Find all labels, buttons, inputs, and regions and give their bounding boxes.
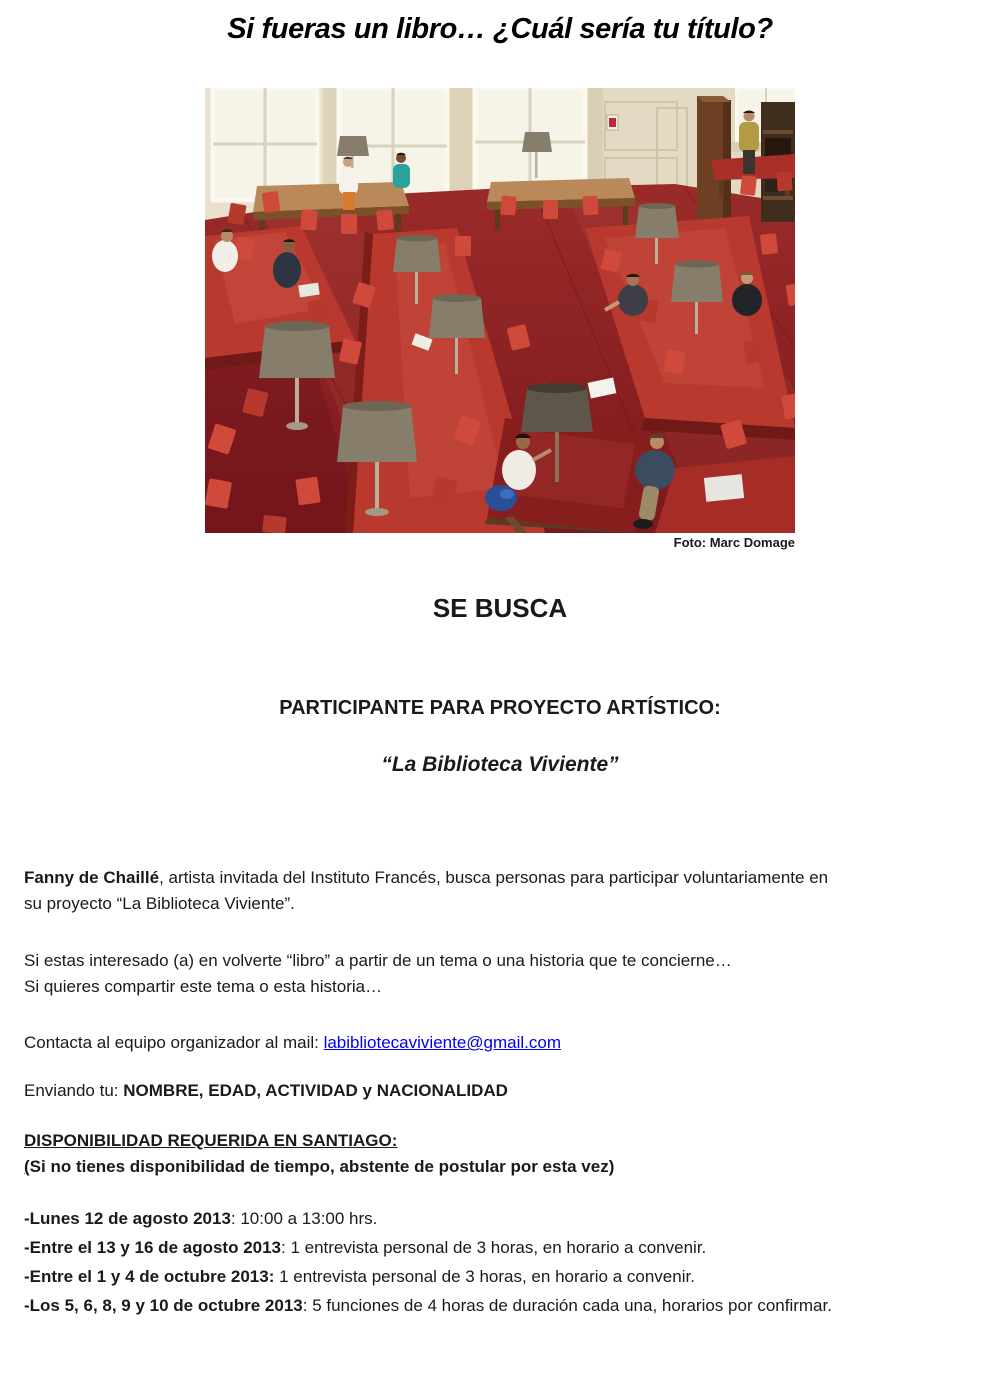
- page-title: Si fueras un libro… ¿Cuál sería tu título?: [227, 13, 773, 45]
- paragraph-interest: Si estas interesado (a) en volverte “libro” a partir de un tema o una historia que te concierne… Si quieres compartir este tema o esta historia…: [24, 951, 732, 996]
- body-text: [24, 865, 976, 1319]
- photo-credit: Foto: Marc Domage: [673, 535, 795, 550]
- heading-se-busca: SE BUSCA: [432, 593, 568, 623]
- photo-block: [205, 88, 795, 551]
- schedule-list: [24, 1206, 976, 1319]
- contact-line: Contacta al equipo organizador al mail: labibliotecaviviente@gmail.com: [24, 1033, 561, 1052]
- contact-email-link[interactable]: labibliotecaviviente@gmail.com: [323, 1033, 561, 1052]
- schedule-item: -Los 5, 6, 8, 9 y 10 de octubre 2013: 5 funciones de 4 horas de duración cada una, horarios por confirmar.: [24, 1296, 832, 1315]
- wall-sign: [607, 115, 618, 130]
- heading-participante: PARTICIPANTE PARA PROYECTO ARTÍSTICO:: [279, 697, 721, 719]
- heading-biblioteca: “La Biblioteca Viviente”: [381, 753, 619, 776]
- schedule-item: -Entre el 13 y 16 de agosto 2013: 1 entrevista personal de 3 horas, en horario a convenir.: [24, 1238, 707, 1257]
- required-fields: NOMBRE, EDAD, ACTIVIDAD y NACIONALIDAD: [123, 1081, 508, 1100]
- schedule-item: -Lunes 12 de agosto 2013: 10:00 a 13:00 hrs.: [24, 1209, 378, 1228]
- paragraph-intro: Fanny de Chaillé, artista invitada del Instituto Francés, busca personas para participar voluntariamente en su proyecto “La Biblioteca Viviente”.: [24, 868, 829, 913]
- blue-backpack: [485, 485, 517, 511]
- sending-line: Enviando tu: NOMBRE, EDAD, ACTIVIDAD y NACIONALIDAD: [24, 1081, 508, 1100]
- schedule-item: -Entre el 1 y 4 de octubre 2013: 1 entrevista personal de 3 horas, en horario a convenir.: [24, 1267, 695, 1286]
- artist-name: Fanny de Chaillé: [24, 868, 160, 887]
- availability-heading: DISPONIBILIDAD REQUERIDA EN SANTIAGO: (Si no tienes disponibilidad de tiempo, abstente de postular por esta vez): [24, 1131, 615, 1176]
- library-photo: [205, 88, 795, 533]
